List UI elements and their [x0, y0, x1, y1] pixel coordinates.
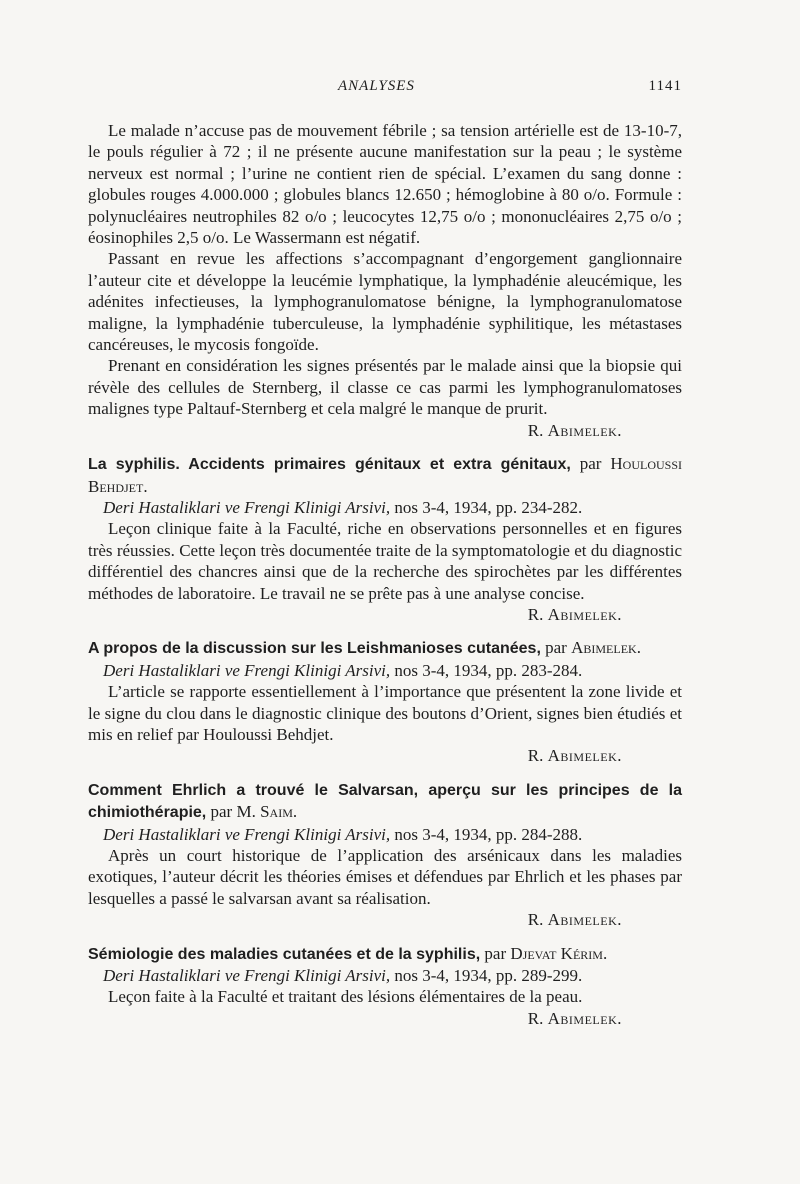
review-entry [88, 637, 682, 766]
entry-citation: nos 3-4, 1934, pp. 283-284. [394, 660, 583, 680]
signature-name: Abimelek. [547, 1008, 622, 1028]
review-entry [88, 453, 682, 625]
signature-initial: R. [527, 420, 544, 440]
entry-heading [88, 779, 682, 845]
signature-initial: R. [527, 910, 544, 930]
review-entry [88, 943, 682, 1030]
entry-signature [88, 909, 682, 930]
entry-reference [88, 965, 682, 986]
entry-author: Saim. [260, 802, 298, 822]
entry-journal: Deri Hastaliklari ve Frengi Klinigi Arsivi, [103, 824, 391, 844]
page-body [88, 120, 682, 1029]
entry-journal: Deri Hastaliklari ve Frengi Klinigi Arsivi, [103, 966, 391, 986]
page-number: 1141 [648, 78, 682, 94]
signature-initial: R. [527, 604, 544, 624]
entry-reference [88, 660, 682, 681]
review-signature [88, 420, 682, 441]
entry-title: Sémiologie des maladies cutanées et de la syphilis, [88, 945, 481, 963]
review-paragraph: Le malade n’accuse pas de mouvement fébrile ; sa tension artérielle est de 13-10-7, le pouls régulier à 72 ; il ne présente aucune manifestation sur la peau ; le système nerveux est normal ; l’urine ne contient rien de spécial. L’examen du sang donne : globules rouges 4.000.000 ; globules blancs 12.650 ; hémoglobine à 80 o/o. Formule : polynucléaires neutrophiles 82 o/o ; leucocytes 12,75 o/o ; mononucléaires 2,75 o/o ; éosinophiles 2,5 o/o. Le Wassermann est négatif. [88, 121, 682, 248]
entry-by: par [579, 454, 602, 474]
entry-paragraph: L’article se rapporte essentiellement à l’importance que présentent la zone livide et le signe du clou dans le diagnostic clinique des boutons d’Orient, signes bien étudiés et mis en relief par Houloussi Behdjet. [88, 682, 682, 744]
continued-review [88, 120, 682, 441]
signature-name: Abimelek. [547, 746, 622, 766]
review-entry [88, 779, 682, 931]
running-title: ANALYSES [338, 78, 415, 94]
entry-signature [88, 604, 682, 625]
signature-initial: R. [527, 746, 544, 766]
entry-by: par M. [210, 802, 256, 822]
entry-citation: nos 3-4, 1934, pp. 284-288. [394, 824, 583, 844]
entry-journal: Deri Hastaliklari ve Frengi Klinigi Arsivi, [103, 660, 391, 680]
entry-author: Djevat Kérim. [510, 943, 608, 963]
signature-name: Abimelek. [547, 420, 622, 440]
entry-title: A propos de la discussion sur les Leishmanioses cutanées, [88, 640, 541, 658]
entry-title: La syphilis. Accidents primaires génitaux et extra génitaux, [88, 456, 571, 474]
entry-by: par [484, 943, 507, 963]
entry-paragraph: Après un court historique de l’application des arsénicaux dans les maladies exotiques, l’auteur décrit les théories émises et défendues par Ehrlich et les phases par lesquelles a passé le salvarsan avant sa réalisation. [88, 846, 682, 908]
entry-author: Houloussi Behdjet. [88, 454, 683, 496]
entry-citation: nos 3-4, 1934, pp. 234-282. [394, 497, 583, 517]
entry-reference [88, 497, 682, 518]
entry-citation: nos 3-4, 1934, pp. 289-299. [394, 966, 583, 986]
entry-title: Comment Ehrlich a trouvé le Salvarsan, aperçu sur les principes de la chimiothérapie, [88, 781, 682, 822]
entry-paragraph: Leçon faite à la Faculté et traitant des lésions élémentaires de la peau. [108, 987, 583, 1007]
entry-signature [88, 1008, 682, 1029]
entry-journal: Deri Hastaliklari ve Frengi Klinigi Arsivi, [103, 497, 391, 517]
review-paragraph: Prenant en considération les signes présentés par le malade ainsi que la biopsie qui révèle des cellules de Sternberg, il classe ce cas parmi les lymphogranulomatoses malignes type Paltauf-Sternberg et cela malgré le manque de prurit. [88, 356, 682, 419]
entry-by: par [545, 638, 567, 658]
entry-author: Abimelek. [571, 638, 641, 658]
entry-signature [88, 745, 682, 766]
review-paragraph: Passant en revue les affections s’accompagnant d’engorgement ganglionnaire l’auteur cite et développe la leucémie lymphatique, la lymphadénie aleucémique, les adénites infectieuses, la lymphogranulomatose bénigne, la lymphogranulomatose maligne, la lymphadénie tuberculeuse, la lymphadénie syphilitique, les métastases cancéreuses, le mycosis fongoïde. [88, 249, 682, 355]
entry-heading [88, 637, 682, 681]
entry-heading [88, 453, 682, 518]
signature-initial: R. [527, 1008, 544, 1028]
entry-paragraph: Leçon clinique faite à la Faculté, riche en observations personnelles et en figures très réussies. Cette leçon très documentée traite de la symptomatologie et du diagnostic différentiel des chancres ainsi que de la recherche des spirochètes par les différentes méthodes de laboratoire. Le travail ne se prête pas à une analyse concise. [88, 519, 682, 603]
signature-name: Abimelek. [547, 910, 622, 930]
entry-reference [88, 824, 682, 845]
entry-heading [88, 943, 682, 987]
signature-name: Abimelek. [547, 604, 622, 624]
